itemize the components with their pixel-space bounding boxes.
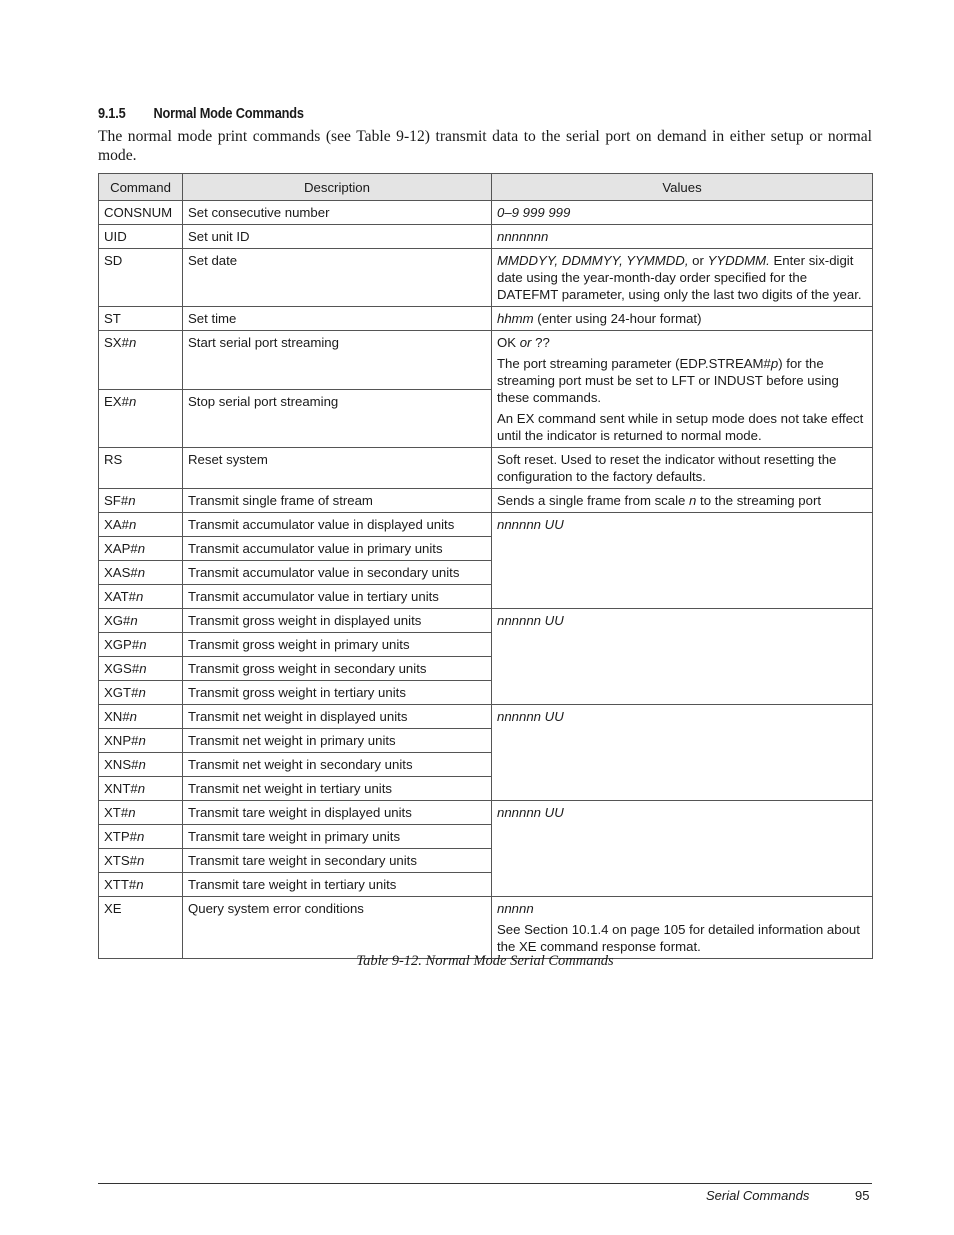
command-cell (99, 561, 183, 585)
values-paragraph (497, 410, 867, 444)
command-name: XGP# (104, 637, 140, 652)
values-text: p (770, 356, 779, 371)
command-name: SD (104, 253, 123, 268)
table-row (99, 307, 873, 331)
command-variable: n (137, 565, 146, 580)
description-cell: Transmit gross weight in displayed units (183, 609, 492, 633)
command-name: ST (104, 311, 121, 326)
command-cell (99, 249, 183, 307)
command-name: XNS# (104, 757, 139, 772)
command-name: XTT# (104, 877, 137, 892)
description-cell: Transmit tare weight in secondary units (183, 849, 492, 873)
command-name: UID (104, 229, 127, 244)
command-name: XE (104, 901, 122, 916)
command-name: XNP# (104, 733, 139, 748)
values-paragraph (497, 708, 867, 725)
values-text: nnnnnn UU (497, 517, 564, 532)
values-text: YYDDMM. (707, 253, 770, 268)
command-cell (99, 225, 183, 249)
values-cell (492, 448, 873, 489)
table-row (99, 225, 873, 249)
command-name: XAP# (104, 541, 138, 556)
description-cell: Transmit net weight in secondary units (183, 753, 492, 777)
command-name: XTP# (104, 829, 137, 844)
command-variable: n (139, 637, 147, 652)
values-text: or (519, 335, 532, 350)
section-number: 9.1.5 (98, 106, 126, 122)
description-cell: Transmit accumulator value in displayed units (183, 513, 492, 537)
table-row (99, 801, 873, 825)
description-cell: Transmit tare weight in tertiary units (183, 873, 492, 897)
command-name: XGT# (104, 685, 139, 700)
table-row (99, 201, 873, 225)
values-cell (492, 801, 873, 897)
values-paragraph (497, 612, 867, 629)
command-variable: n (137, 541, 146, 556)
values-cell (492, 249, 873, 307)
description-cell: Transmit gross weight in secondary units (183, 657, 492, 681)
command-cell (99, 849, 183, 873)
values-cell (492, 513, 873, 609)
intro-paragraph: The normal mode print commands (see Table 9-12) transmit data to the serial port on demand in either setup or normal mode. (98, 128, 872, 164)
command-variable: n (128, 335, 137, 350)
description-cell: Transmit accumulator value in tertiary units (183, 585, 492, 609)
command-cell (99, 201, 183, 225)
values-paragraph (497, 228, 867, 245)
command-variable: n (136, 853, 145, 868)
command-cell (99, 513, 183, 537)
description-cell: Transmit net weight in primary units (183, 729, 492, 753)
command-name: XAT# (104, 589, 137, 604)
command-name: XG# (104, 613, 131, 628)
values-paragraph (497, 900, 867, 917)
values-text: Soft reset. Used to reset the indicator without resetting the configuration to the factory defaults. (497, 452, 837, 484)
values-paragraph (497, 516, 867, 533)
command-cell (99, 729, 183, 753)
values-text: See Section 10.1.4 on page 105 for detailed information about the XE command response format. (497, 922, 860, 954)
values-text: OK (497, 335, 520, 350)
table-row (99, 897, 873, 959)
command-cell (99, 609, 183, 633)
footer-rule (98, 1183, 872, 1184)
values-paragraph (497, 252, 867, 303)
description-cell: Transmit tare weight in primary units (183, 825, 492, 849)
values-paragraph (497, 355, 867, 406)
values-text: (enter using 24-hour format) (533, 311, 702, 326)
values-text: Enter six-digit date using the year-month-day order specified for the DATEFMT parameter, using only the last two digits of the year. (497, 253, 862, 302)
command-variable: n (136, 829, 145, 844)
table-caption: Table 9-12. Normal Mode Serial Commands (356, 953, 614, 969)
values-text: nnnnnn UU (497, 613, 564, 628)
values-paragraph (497, 492, 867, 509)
command-variable: n (137, 781, 146, 796)
command-name: XT# (104, 805, 129, 820)
command-cell (99, 489, 183, 513)
values-text: Sends a single frame from scale (497, 493, 690, 508)
header-description: Description (183, 174, 492, 201)
command-variable: n (138, 733, 146, 748)
table-row (99, 705, 873, 729)
command-name: XN# (104, 709, 130, 724)
command-variable: n (138, 685, 146, 700)
section-heading (98, 106, 304, 122)
table-row (99, 609, 873, 633)
footer-section-name: Serial Commands (706, 1188, 810, 1203)
values-text: The port streaming parameter (EDP.STREAM# (497, 356, 771, 371)
command-name: XNT# (104, 781, 138, 796)
description-cell: Transmit accumulator value in primary units (183, 537, 492, 561)
command-cell (99, 307, 183, 331)
description-cell: Set consecutive number (183, 201, 492, 225)
values-text: ?? (531, 335, 550, 350)
command-name: CONSNUM (104, 205, 173, 220)
values-text: nnnnnn UU (497, 805, 564, 820)
values-text: n (689, 493, 697, 508)
command-cell (99, 753, 183, 777)
values-paragraph (497, 921, 867, 955)
command-cell (99, 633, 183, 657)
command-cell (99, 897, 183, 959)
command-name: XAS# (104, 565, 138, 580)
description-cell: Transmit gross weight in tertiary units (183, 681, 492, 705)
values-paragraph (497, 204, 867, 221)
description-cell: Query system error conditions (183, 897, 492, 959)
command-variable: n (128, 493, 136, 508)
description-cell: Transmit gross weight in primary units (183, 633, 492, 657)
values-text: An EX command sent while in setup mode does not take effect until the indicator is returned to normal mode. (497, 411, 864, 443)
description-cell: Transmit single frame of stream (183, 489, 492, 513)
description-cell: Reset system (183, 448, 492, 489)
description-cell: Transmit tare weight in displayed units (183, 801, 492, 825)
values-cell (492, 225, 873, 249)
command-cell (99, 657, 183, 681)
page-number: 95 (855, 1188, 870, 1203)
table-row (99, 489, 873, 513)
command-variable: n (128, 393, 137, 409)
description-cell: Set time (183, 307, 492, 331)
command-variable: n (138, 757, 146, 772)
command-variable: n (128, 517, 137, 532)
command-name: XTS# (104, 853, 137, 868)
command-name: SF# (104, 493, 129, 508)
values-paragraph (497, 451, 867, 485)
values-cell (492, 331, 873, 448)
command-cell (99, 585, 183, 609)
command-cell (99, 825, 183, 849)
values-cell (492, 609, 873, 705)
values-paragraph (497, 334, 867, 351)
description-cell: Transmit net weight in tertiary units (183, 777, 492, 801)
command-cell (99, 681, 183, 705)
table-row (99, 249, 873, 307)
command-variable: n (139, 661, 147, 676)
command-cell (99, 537, 183, 561)
command-cell (99, 448, 183, 489)
values-paragraph (497, 310, 867, 327)
table-row (99, 331, 873, 390)
values-cell (492, 307, 873, 331)
command-variable: n (128, 805, 136, 820)
table-header-row (99, 174, 873, 201)
command-cell (99, 331, 183, 390)
command-variable: n (136, 589, 144, 604)
table-row (99, 448, 873, 489)
command-cell (99, 801, 183, 825)
header-values: Values (492, 174, 873, 201)
values-text: nnnnn (497, 901, 534, 916)
values-text: or (688, 253, 708, 268)
section-title: Normal Mode Commands (153, 106, 304, 122)
values-cell (492, 897, 873, 959)
values-cell (492, 705, 873, 801)
command-cell (99, 705, 183, 729)
values-text: nnnnnn UU (497, 709, 564, 724)
description-cell: Transmit accumulator value in secondary units (183, 561, 492, 585)
command-name: XGS# (104, 661, 140, 676)
description-cell: Start serial port streaming (183, 331, 492, 390)
description-cell: Transmit net weight in displayed units (183, 705, 492, 729)
values-paragraph (497, 804, 867, 821)
command-variable: n (136, 877, 144, 892)
command-variable: n (130, 613, 138, 628)
values-text: hhmm (497, 311, 534, 326)
values-text: 0–9 999 999 (497, 205, 571, 220)
description-cell: Set date (183, 249, 492, 307)
command-name: EX# (104, 393, 129, 409)
values-text: ) for the streaming port must be set to LFT or INDUST before using these commands. (497, 356, 839, 405)
values-cell (492, 489, 873, 513)
values-text: MMDDYY, DDMMYY, YYMMDD, (497, 253, 689, 268)
header-command: Command (99, 174, 183, 201)
values-text: nnnnnnn (497, 229, 549, 244)
command-variable: n (129, 709, 137, 724)
description-cell: Stop serial port streaming (183, 389, 492, 448)
command-cell (99, 389, 183, 448)
command-name: SX# (104, 335, 129, 350)
values-cell (492, 201, 873, 225)
table-body (99, 201, 873, 959)
command-name: XA# (104, 517, 129, 532)
command-cell (99, 873, 183, 897)
values-text: to the streaming port (696, 493, 822, 508)
command-cell (99, 777, 183, 801)
command-name: RS (104, 452, 123, 467)
table-row (99, 513, 873, 537)
description-cell: Set unit ID (183, 225, 492, 249)
normal-mode-commands-table (98, 173, 873, 959)
